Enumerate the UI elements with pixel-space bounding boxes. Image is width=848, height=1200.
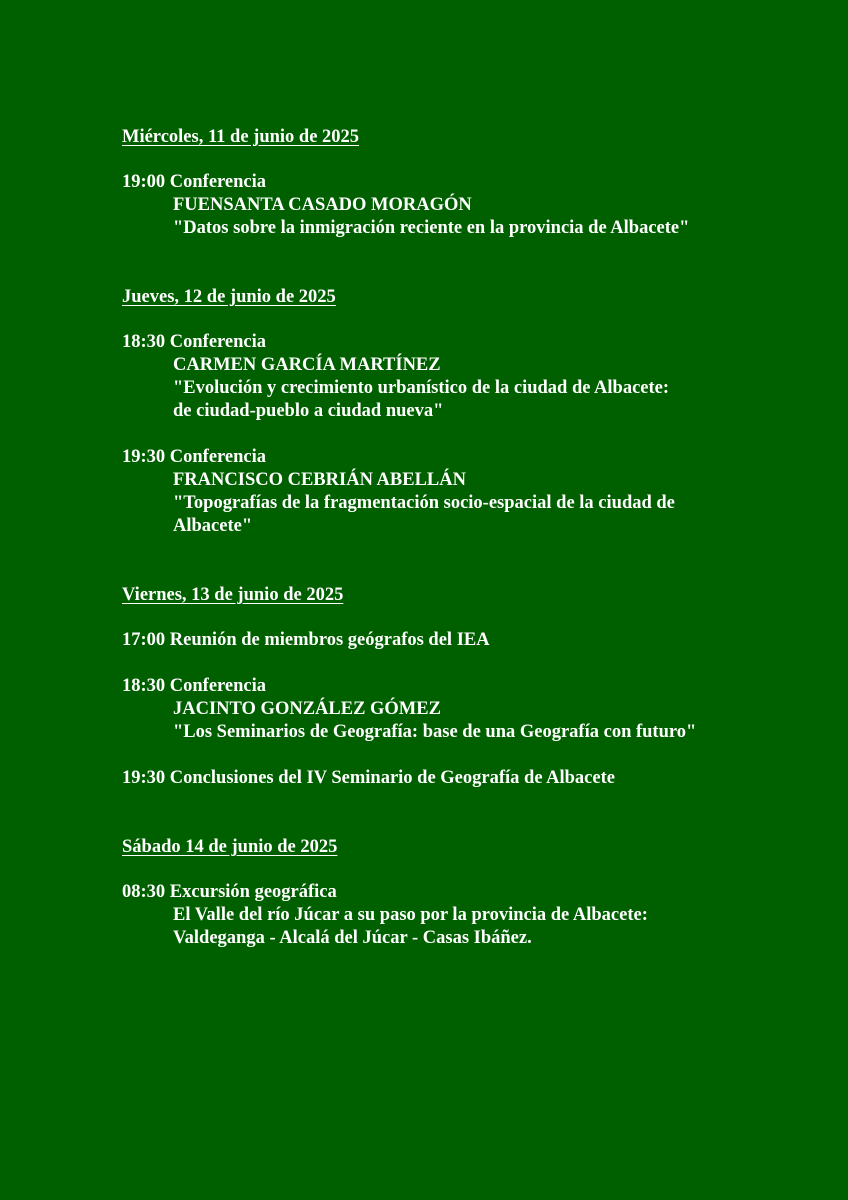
day-title: Sábado 14 de junio de 2025 xyxy=(122,837,338,857)
event-item xyxy=(122,675,802,744)
day-title: Miércoles, 11 de junio de 2025 xyxy=(122,127,360,147)
event-description: El Valle del río Júcar a su paso por la provincia de Albacete: xyxy=(173,905,648,925)
event-item xyxy=(122,767,802,790)
event-description-continued: Valdeganga - Alcalá del Júcar - Casas Ibáñez. xyxy=(173,928,532,948)
event-heading: 19:00 Conferencia xyxy=(122,172,267,192)
day-section-saturday xyxy=(122,836,802,950)
day-section-wednesday xyxy=(122,126,802,240)
event-item xyxy=(122,171,802,240)
day-section-thursday xyxy=(122,286,802,538)
day-title: Jueves, 12 de junio de 2025 xyxy=(122,287,336,307)
event-speaker: FRANCISCO CEBRIÁN ABELLÁN xyxy=(173,470,466,490)
event-heading: 17:00 Reunión de miembros geógrafos del IEA xyxy=(122,630,490,650)
event-heading: 08:30 Excursión geográfica xyxy=(122,882,337,902)
event-talk-title-continued: de ciudad-pueblo a ciudad nueva" xyxy=(173,401,444,421)
event-item xyxy=(122,629,802,652)
event-item xyxy=(122,446,802,538)
event-item xyxy=(122,331,802,423)
program-schedule xyxy=(122,126,802,950)
event-speaker: CARMEN GARCÍA MARTÍNEZ xyxy=(173,355,441,375)
event-heading: 18:30 Conferencia xyxy=(122,676,267,696)
event-speaker: FUENSANTA CASADO MORAGÓN xyxy=(173,195,472,215)
day-section-friday xyxy=(122,584,802,790)
event-speaker: JACINTO GONZÁLEZ GÓMEZ xyxy=(173,699,441,719)
event-item xyxy=(122,881,802,950)
event-talk-title: "Topografías de la fragmentación socio-espacial de la ciudad de xyxy=(173,493,675,513)
event-heading: 19:30 Conferencia xyxy=(122,447,267,467)
event-talk-title: "Los Seminarios de Geografía: base de una Geografía con futuro" xyxy=(173,722,697,742)
event-heading: 18:30 Conferencia xyxy=(122,332,267,352)
event-heading: 19:30 Conclusiones del IV Seminario de Geografía de Albacete xyxy=(122,768,615,788)
event-talk-title: "Datos sobre la inmigración reciente en la provincia de Albacete" xyxy=(173,218,690,238)
event-talk-title-continued: Albacete" xyxy=(173,516,253,536)
day-title: Viernes, 13 de junio de 2025 xyxy=(122,585,344,605)
event-talk-title: "Evolución y crecimiento urbanístico de la ciudad de Albacete: xyxy=(173,378,670,398)
